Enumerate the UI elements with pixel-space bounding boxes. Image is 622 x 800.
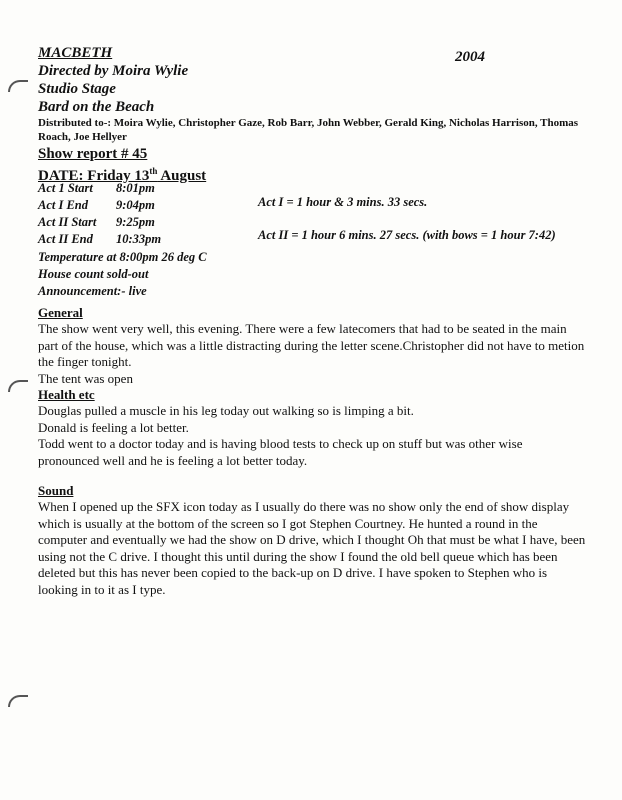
company: Bard on the Beach bbox=[38, 99, 155, 115]
hole-punch-mark bbox=[8, 380, 28, 392]
director: Directed by Moira Wylie bbox=[38, 63, 189, 79]
hole-punch-mark bbox=[8, 80, 28, 92]
play-title: MACBETH bbox=[38, 45, 113, 61]
act-times bbox=[38, 180, 161, 248]
venue: Studio Stage bbox=[38, 81, 116, 97]
sound-text: When I opened up the SFX icon today as I usually do there was no show only the end of show display which is usually at the bottom of the screen so I got Stephen Courtney. He hunted a round in the computer and eventually we had the show on D drive, which I thought Oh that must be what I have, been using not the C drive. I thought this until during the show I found the old bell queue which has been deleted but this has never been copied to the back-up on D drive. I have spoken to Stephen who is looking in to it as I type. bbox=[38, 499, 586, 597]
act-time-row: Act II Start 9:25pm bbox=[38, 215, 155, 229]
general-text: The tent was open bbox=[38, 370, 133, 386]
announcement: Announcement:- live bbox=[38, 284, 147, 298]
act2-duration: Act II = 1 hour 6 mins. 27 secs. (with bows = 1 hour 7:42) bbox=[258, 228, 556, 242]
hole-punch-mark bbox=[8, 695, 28, 707]
act-time-row: Act 1 Start 8:01pm bbox=[38, 181, 155, 195]
temperature: Temperature at 8:00pm 26 deg C bbox=[38, 250, 207, 264]
general-text: The show went very well, this evening. There were a few latecomers that had to be seated in the main part of the house, which was a little distracting during the letter scene.Christopher did not have to metion the finger tonight. bbox=[38, 321, 585, 369]
house-count: House count sold-out bbox=[38, 267, 149, 281]
year: 2004 bbox=[455, 49, 485, 65]
health-text: Douglas pulled a muscle in his leg today out walking so is limping a bit. bbox=[38, 403, 414, 418]
distribution-list: Distributed to-: Moira Wylie, Christopher Gaze, Rob Barr, John Webber, Gerald King, Nicholas Harrison, Thomas Roach, Joe Hellyer bbox=[38, 117, 579, 143]
health-text: Todd went to a doctor today and is having blood tests to check up on stuff but was other wise pronounced well and he is feeling a lot better today. bbox=[38, 436, 523, 468]
general-section bbox=[38, 305, 586, 598]
act1-duration: Act I = 1 hour & 3 mins. 33 secs. bbox=[258, 195, 428, 209]
act-time-row: Act II End 10:33pm bbox=[38, 232, 162, 246]
act-time-row: Act I End 9:04pm bbox=[38, 198, 155, 212]
health-heading: Health etc bbox=[38, 387, 95, 402]
report-date: DATE: Friday 13th August bbox=[38, 166, 207, 184]
sound-heading: Sound bbox=[38, 483, 74, 498]
report-number: Show report # 45 bbox=[38, 146, 148, 162]
general-heading: General bbox=[38, 305, 83, 320]
health-text: Donald is feeling a lot better. bbox=[38, 419, 189, 435]
